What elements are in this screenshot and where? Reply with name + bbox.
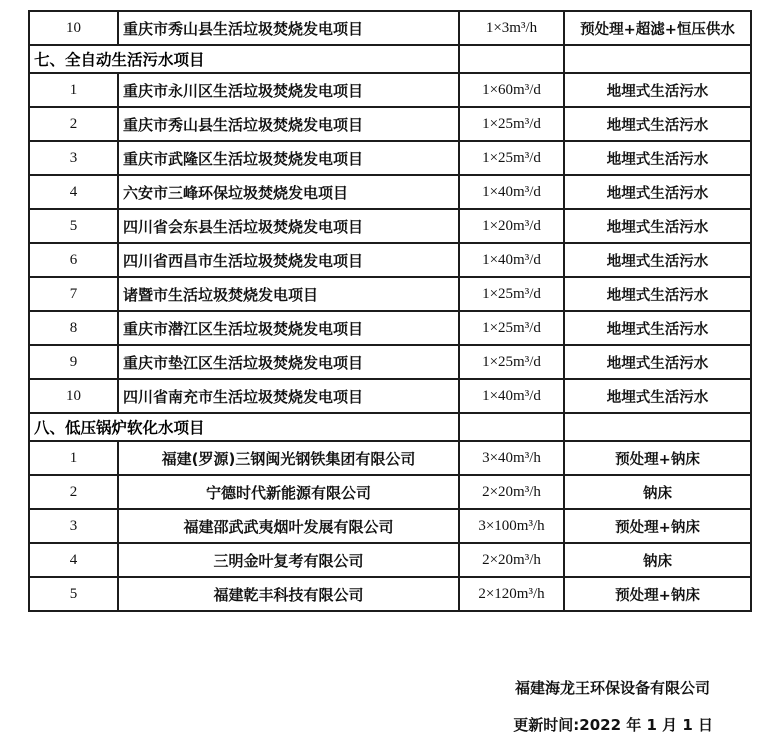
table-row	[29, 11, 751, 45]
project-name-cell: 重庆市武隆区生活垃圾焚烧发电项目	[118, 141, 459, 175]
row-number-cell: 4	[29, 175, 118, 209]
row-number-cell: 6	[29, 243, 118, 277]
project-name-cell: 诸暨市生活垃圾焚烧发电项目	[118, 277, 459, 311]
row-number-cell: 7	[29, 277, 118, 311]
row-number-cell: 3	[29, 509, 118, 543]
process-cell: 地埋式生活污水	[564, 209, 751, 243]
row-number-cell: 1	[29, 73, 118, 107]
section-empty-capacity-cell	[459, 45, 564, 73]
project-name-cell: 重庆市永川区生活垃圾焚烧发电项目	[118, 73, 459, 107]
process-cell: 钠床	[564, 543, 751, 577]
project-name-cell: 重庆市秀山县生活垃圾焚烧发电项目	[118, 107, 459, 141]
process-cell: 预处理+钠床	[564, 441, 751, 475]
process-cell: 地埋式生活污水	[564, 107, 751, 141]
project-name-cell: 福建(罗源)三钢闽光钢铁集团有限公司	[118, 441, 459, 475]
project-name-cell: 重庆市秀山县生活垃圾焚烧发电项目	[118, 11, 459, 45]
row-number-cell: 2	[29, 107, 118, 141]
section-title: 七、全自动生活污水项目	[29, 45, 459, 73]
table-row	[29, 509, 751, 543]
project-name-cell: 福建邵武武夷烟叶发展有限公司	[118, 509, 459, 543]
table-row	[29, 543, 751, 577]
section-title: 八、低压锅炉软化水项目	[29, 413, 459, 441]
process-cell: 地埋式生活污水	[564, 141, 751, 175]
project-name-cell: 重庆市垫江区生活垃圾焚烧发电项目	[118, 345, 459, 379]
process-cell: 地埋式生活污水	[564, 311, 751, 345]
table-row	[29, 209, 751, 243]
capacity-cell: 1×3m³/h	[459, 11, 564, 45]
process-cell: 预处理+超滤+恒压供水	[564, 11, 751, 45]
process-cell: 地埋式生活污水	[564, 243, 751, 277]
row-number-cell: 8	[29, 311, 118, 345]
process-cell: 地埋式生活污水	[564, 379, 751, 413]
section-empty-process-cell	[564, 413, 751, 441]
table-row	[29, 577, 751, 611]
row-number-cell: 10	[29, 379, 118, 413]
row-number-cell: 9	[29, 345, 118, 379]
capacity-cell: 1×40m³/d	[459, 379, 564, 413]
table-row	[29, 243, 751, 277]
capacity-cell: 3×100m³/h	[459, 509, 564, 543]
process-cell: 地埋式生活污水	[564, 345, 751, 379]
capacity-cell: 1×25m³/d	[459, 141, 564, 175]
capacity-cell: 2×20m³/h	[459, 543, 564, 577]
project-name-cell: 重庆市潜江区生活垃圾焚烧发电项目	[118, 311, 459, 345]
capacity-cell: 1×25m³/d	[459, 277, 564, 311]
capacity-cell: 1×40m³/d	[459, 243, 564, 277]
project-table-body	[29, 11, 751, 611]
row-number-cell: 4	[29, 543, 118, 577]
capacity-cell: 1×20m³/d	[459, 209, 564, 243]
row-number-cell: 3	[29, 141, 118, 175]
table-row	[29, 475, 751, 509]
capacity-cell: 2×120m³/h	[459, 577, 564, 611]
process-cell: 钠床	[564, 475, 751, 509]
table-row	[29, 73, 751, 107]
table-row	[29, 441, 751, 475]
process-cell: 地埋式生活污水	[564, 175, 751, 209]
capacity-cell: 1×40m³/d	[459, 175, 564, 209]
project-name-cell: 三明金叶复考有限公司	[118, 543, 459, 577]
capacity-cell: 1×25m³/d	[459, 345, 564, 379]
project-name-cell: 四川省西昌市生活垃圾焚烧发电项目	[118, 243, 459, 277]
section-empty-process-cell	[564, 45, 751, 73]
project-name-cell: 四川省南充市生活垃圾焚烧发电项目	[118, 379, 459, 413]
capacity-cell: 1×60m³/d	[459, 73, 564, 107]
capacity-cell: 2×20m³/h	[459, 475, 564, 509]
row-number-cell: 10	[29, 11, 118, 45]
capacity-cell: 1×25m³/d	[459, 107, 564, 141]
process-cell: 地埋式生活污水	[564, 277, 751, 311]
section-empty-capacity-cell	[459, 413, 564, 441]
section-header-row	[29, 45, 751, 73]
project-name-cell: 四川省会东县生活垃圾焚烧发电项目	[118, 209, 459, 243]
table-row	[29, 175, 751, 209]
project-name-cell: 宁德时代新能源有限公司	[118, 475, 459, 509]
section-header-row	[29, 413, 751, 441]
row-number-cell: 2	[29, 475, 118, 509]
row-number-cell: 5	[29, 577, 118, 611]
table-row	[29, 345, 751, 379]
project-name-cell: 福建乾丰科技有限公司	[118, 577, 459, 611]
row-number-cell: 1	[29, 441, 118, 475]
process-cell: 预处理+钠床	[564, 577, 751, 611]
capacity-cell: 1×25m³/d	[459, 311, 564, 345]
footer-update-date: 更新时间:2022 年 1 月 1 日	[513, 716, 713, 734]
process-cell: 预处理+钠床	[564, 509, 751, 543]
table-row	[29, 107, 751, 141]
footer-company-name: 福建海龙王环保设备有限公司	[514, 679, 710, 697]
table-row	[29, 141, 751, 175]
table-row	[29, 379, 751, 413]
row-number-cell: 5	[29, 209, 118, 243]
table-row	[29, 277, 751, 311]
table-row	[29, 311, 751, 345]
project-table	[28, 10, 752, 612]
project-name-cell: 六安市三峰环保垃圾焚烧发电项目	[118, 175, 459, 209]
capacity-cell: 3×40m³/h	[459, 441, 564, 475]
process-cell: 地埋式生活污水	[564, 73, 751, 107]
